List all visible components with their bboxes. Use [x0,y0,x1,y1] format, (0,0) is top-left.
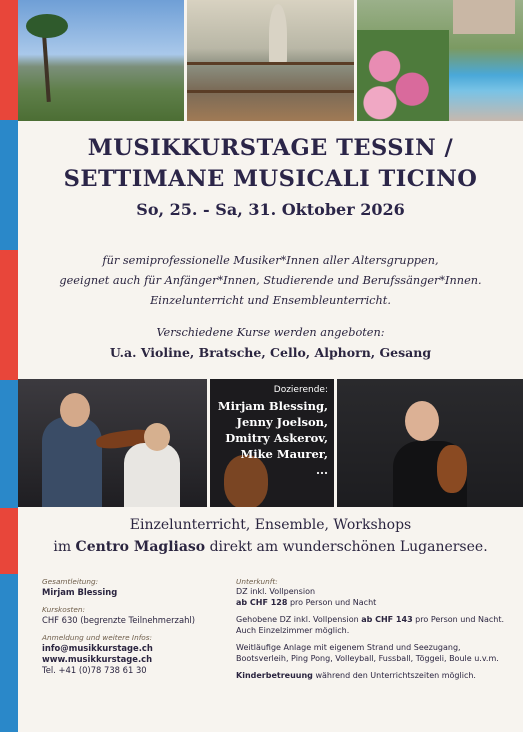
dz-price [236,598,516,609]
info-left-column [42,577,232,676]
cost-label: Kurskosten: [42,605,85,614]
lecturer-name: Mike Maurer, [240,447,328,461]
dz-price-bold: ab CHF 128 [236,597,288,607]
strip-segment-red [0,0,18,120]
lecturers-label: Dozierende: [273,385,328,395]
event-dates: So, 25. - Sa, 31. Oktober 2026 [136,200,405,219]
photo-pool-flowers [357,0,523,121]
info-right-column [236,577,516,682]
superior-pre: Gehobene DZ inkl. Vollpension [236,615,362,624]
superior-line [236,615,516,626]
courses-intro: Verschiedene Kurse werden angeboten: [156,326,385,339]
intro-line: für semiprofessionelle Musiker*Innen aller Altersgruppen, [102,254,439,267]
violinist-woman-head [405,401,439,441]
photo-violinists [18,379,207,507]
violinist-man-head [60,393,90,427]
strip-segment-red [0,250,18,380]
facilities-line: Weitläufige Anlage mit eigenem Strand und Seezugang, [236,643,461,652]
superior-price-bold: ab CHF 143 [361,615,413,624]
lead-label: Gesamtleitung: [42,577,99,586]
website-link[interactable]: www.musikkurstage.ch [42,654,153,664]
contact-label: Anmeldung und weitere Infos: [42,633,152,642]
dz-price-rest: pro Person und Nacht [287,597,377,607]
photo-violinist-woman [337,379,523,507]
railing [187,90,353,93]
lead-name: Mirjam Blessing [42,587,118,597]
violinist-woman-head [144,423,170,451]
lecturer-name: Dmitry Askerov, [225,431,328,445]
strip-segment-blue [0,380,18,508]
intro-text [18,251,523,311]
title-german: MUSIKKURSTAGE TESSIN / [87,135,454,161]
lecturer-name: Jenny Joelson, [236,415,328,429]
strip-segment-blue [0,574,18,732]
violin [437,445,467,493]
venue-name: Centro Magliaso [75,539,206,555]
kids-care-rest: während den Unterrichtszeiten möglich. [312,671,476,680]
parasol [269,4,287,64]
palm-leaves [26,14,68,38]
photo-terrace [187,0,353,121]
accommodation-label: Unterkunft: [236,577,278,586]
violinist-woman [124,443,180,507]
flower-bush [357,30,449,121]
offer-line: Einzelunterricht, Ensemble, Workshops [129,517,412,533]
kids-care-bold: Kinderbetreuung [236,671,313,680]
cost-value: CHF 630 (begrenzte Teilnehmerzahl) [42,615,195,625]
strip-segment-blue [0,120,18,250]
single-rooms: Auch Einzelzimmer möglich. [236,625,350,635]
venue-post: direkt am wunderschönen Luganersee. [205,539,488,555]
violinist-man [42,417,102,507]
courses-list: U.a. Violine, Bratsche, Cello, Alphorn, Gesang [109,345,432,360]
lecturer-name: ... [315,463,328,477]
side-color-strip [0,0,18,732]
photo-cello-lecturers [210,379,334,507]
superior-post: pro Person und Nacht. [412,615,505,624]
email-link[interactable]: info@musikkurstage.ch [42,643,153,653]
intro-line: geeignet auch für Anfänger*Innen, Studierende und Berufssänger*Innen. [59,274,482,287]
lecturer-name: Mirjam Blessing, [217,399,328,413]
intro-line: Einzelunterricht und Ensembleunterricht. [150,294,391,307]
top-photo-row [18,0,523,121]
title-italian: SETTIMANE MUSICALI TICINO [63,166,478,192]
strip-segment-red [0,508,18,574]
venue-line [18,539,523,555]
phone-number: Tel. +41 (0)78 738 61 30 [42,665,147,675]
dz-line: DZ inkl. Vollpension [236,587,316,596]
railing [187,62,353,65]
lecturers-list [218,385,328,478]
kids-care [236,671,516,682]
facilities-line: Bootsverleih, Ping Pong, Volleyball, Fussball, Töggeli, Boule u.v.m. [236,653,499,663]
photo-lake-palm [18,0,184,121]
house [453,0,515,34]
middle-photo-row [18,379,523,507]
venue-pre: im [53,539,76,555]
